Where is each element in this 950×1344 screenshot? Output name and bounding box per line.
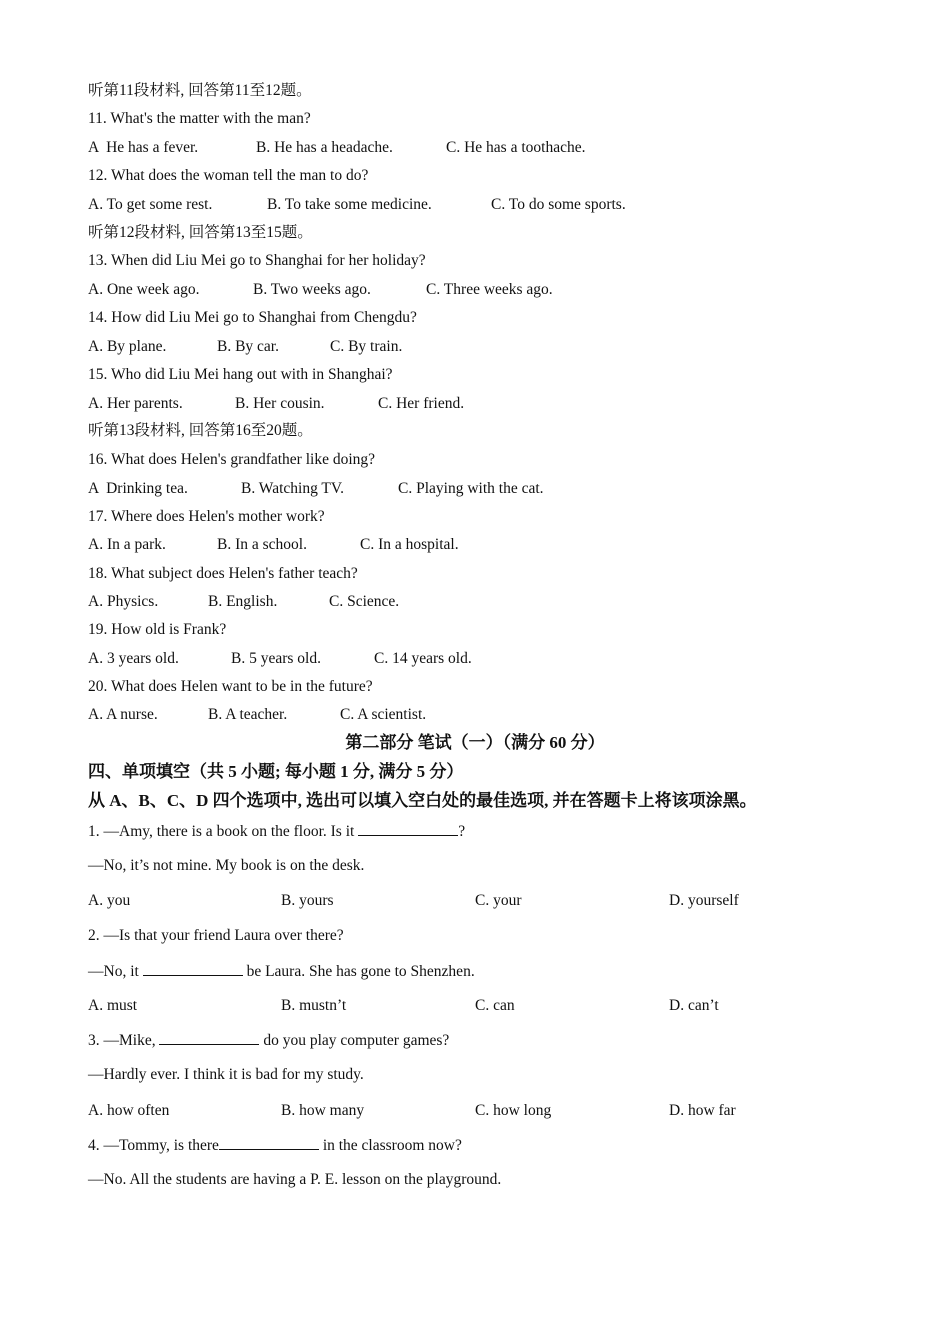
grammar-question-2: 2. —Is that your friend Laura over there? [88, 927, 344, 944]
q12-option-c: C. To do some sports. [491, 196, 626, 213]
part2-title: 第二部分 笔试（一）（满分 60 分） [345, 733, 605, 752]
q16-option-a: A Drinking tea. [88, 480, 188, 497]
q14-option-b: B. By car. [217, 338, 279, 355]
q11-option-b: B. He has a headache. [256, 139, 393, 156]
section-header-11-12: 听第11段材料, 回答第11至12题。 [88, 82, 312, 99]
g4-stem-end: in the classroom now? [318, 1137, 462, 1154]
q13-option-a: A. One week ago. [88, 281, 200, 298]
g2-option-b: B. mustn’t [281, 997, 347, 1014]
question-19: 19. How old is Frank? [88, 621, 227, 638]
g2-option-a: A. must [88, 997, 138, 1014]
q17-option-a: A. In a park. [88, 536, 166, 553]
g4-stem: 4. —Tommy, is there [88, 1137, 219, 1154]
q19-option-c: C. 14 years old. [374, 650, 472, 667]
q13-option-c: C. Three weeks ago. [426, 281, 553, 298]
q18-option-a: A. Physics. [88, 593, 159, 610]
g1-blank [358, 821, 458, 836]
q17-option-c: C. In a hospital. [360, 536, 459, 553]
g4-reply: —No. All the students are having a P. E. lesson on the playground. [88, 1171, 502, 1188]
q12-option-a: A. To get some rest. [88, 196, 213, 213]
grammar-question-4 [88, 1135, 462, 1156]
g1-stem: 1. —Amy, there is a book on the floor. Is it [88, 823, 359, 840]
g2-reply-end: be Laura. She has gone to Shenzhen. [242, 963, 475, 980]
question-12: 12. What does the woman tell the man to do? [88, 167, 369, 184]
q12-option-b: B. To take some medicine. [267, 196, 432, 213]
g3-stem-end: do you play computer games? [259, 1032, 450, 1049]
question-15: 15. Who did Liu Mei hang out with in Shanghai? [88, 366, 393, 383]
q18-option-c: C. Science. [329, 593, 400, 610]
g1-option-a: A. you [88, 892, 131, 909]
g3-option-b: B. how many [281, 1102, 365, 1119]
section4-heading: 四、单项填空（共 5 小题; 每小题 1 分, 满分 5 分） [88, 762, 464, 781]
q16-option-c: C. Playing with the cat. [398, 480, 544, 497]
g3-option-a: A. how often [88, 1102, 170, 1119]
question-18: 18. What subject does Helen's father teach? [88, 565, 358, 582]
question-17: 17. Where does Helen's mother work? [88, 508, 325, 525]
q20-option-a: A. A nurse. [88, 706, 158, 723]
g3-option-c: C. how long [475, 1102, 552, 1119]
section-header-16-20: 听第13段材料, 回答第16至20题。 [88, 422, 313, 439]
question-14: 14. How did Liu Mei go to Shanghai from Chengdu? [88, 309, 417, 326]
g1-option-b: B. yours [281, 892, 334, 909]
q19-option-a: A. 3 years old. [88, 650, 179, 667]
q16-option-b: B. Watching TV. [241, 480, 344, 497]
g1-option-c: C. your [475, 892, 522, 909]
grammar-question-1 [88, 821, 465, 842]
g2-option-d: D. can’t [669, 997, 719, 1014]
g1-reply: —No, it’s not mine. My book is on the desk. [88, 857, 365, 874]
section-header-13-15: 听第12段材料, 回答第13至15题。 [88, 224, 313, 241]
g3-reply: —Hardly ever. I think it is bad for my study. [88, 1066, 364, 1083]
q19-option-b: B. 5 years old. [231, 650, 321, 667]
q20-option-b: B. A teacher. [208, 706, 288, 723]
q11-option-a: A He has a fever. [88, 139, 199, 156]
q14-option-a: A. By plane. [88, 338, 167, 355]
q14-option-c: C. By train. [330, 338, 403, 355]
question-11: 11. What's the matter with the man? [88, 110, 311, 127]
q18-option-b: B. English. [208, 593, 278, 610]
q11-option-c: C. He has a toothache. [446, 139, 586, 156]
g2-blank [143, 961, 243, 976]
g1-stem-end: ? [458, 823, 466, 840]
g3-blank [159, 1030, 259, 1045]
g3-stem: 3. —Mike, [88, 1032, 160, 1049]
q20-option-c: C. A scientist. [340, 706, 427, 723]
q17-option-b: B. In a school. [217, 536, 307, 553]
section4-instruction: 从 A、B、C、D 四个选项中, 选出可以填入空白处的最佳选项, 并在答题卡上将该项涂黑。 [88, 791, 757, 810]
question-16: 16. What does Helen's grandfather like doing? [88, 451, 376, 468]
g2-reply [88, 961, 475, 982]
g2-reply-start: —No, it [88, 963, 143, 980]
g3-option-d: D. how far [669, 1102, 736, 1119]
g1-option-d: D. yourself [669, 892, 739, 909]
question-20: 20. What does Helen want to be in the future? [88, 678, 373, 695]
q13-option-b: B. Two weeks ago. [253, 281, 371, 298]
grammar-question-3 [88, 1030, 449, 1051]
g2-option-c: C. can [475, 997, 515, 1014]
q15-option-b: B. Her cousin. [235, 395, 325, 412]
q15-option-a: A. Her parents. [88, 395, 183, 412]
q15-option-c: C. Her friend. [378, 395, 465, 412]
question-13: 13. When did Liu Mei go to Shanghai for her holiday? [88, 252, 426, 269]
g4-blank [219, 1135, 319, 1150]
